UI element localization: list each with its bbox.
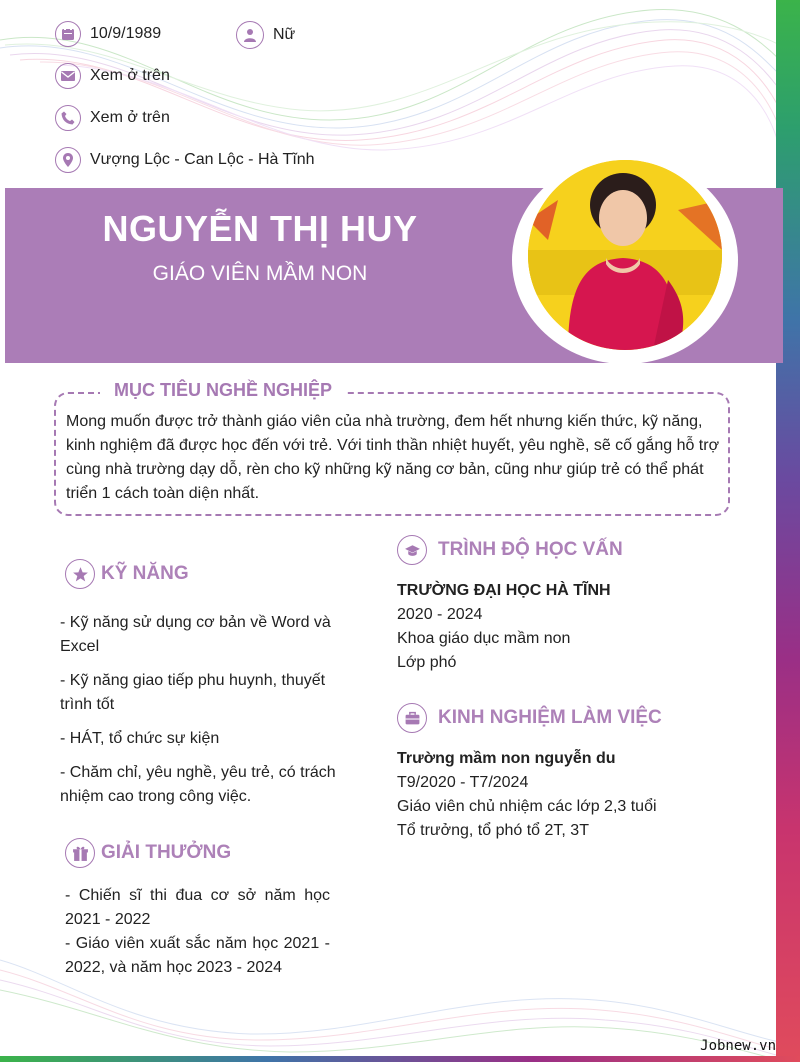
phone-value: Xem ở trên [90, 109, 170, 126]
education-note: Lớp phó [397, 654, 457, 671]
gift-icon [65, 838, 95, 868]
experience-title: KINH NGHIỆM LÀM VIỆC [438, 707, 662, 728]
birthday-value: 10/9/1989 [90, 25, 162, 42]
avatar-photo [528, 160, 722, 350]
objective-title: MỤC TIÊU NGHỀ NGHIỆP [100, 380, 346, 401]
location-pin-icon [55, 147, 81, 173]
candidate-name: NGUYỄN THỊ HUY [102, 208, 418, 249]
education-title: TRÌNH ĐỘ HỌC VẤN [438, 539, 623, 560]
gender-row [236, 21, 295, 49]
experience-block [397, 747, 767, 843]
experience-period: T9/2020 - T7/2024 [397, 774, 529, 791]
envelope-icon [55, 63, 81, 89]
skill-item: - Kỹ năng giao tiếp phu huynh, thuyết trình tốt [60, 672, 326, 713]
experience-heading [397, 703, 662, 733]
award-item: - Chiến sĩ thi đua cơ sở năm học 2021 - 2022 [65, 887, 330, 928]
skill-item: - Kỹ năng sử dụng cơ bản về Word và Excel [60, 614, 331, 655]
address-value: Vượng Lộc - Can Lộc - Hà Tĩnh [90, 151, 315, 168]
skill-item: - HÁT, tổ chức sự kiện [60, 730, 220, 747]
awards-title: GIẢI THƯỞNG [101, 842, 232, 863]
phone-icon [55, 105, 81, 131]
person-icon [236, 21, 264, 49]
side-gradient-bar [776, 0, 800, 1062]
email-row [55, 63, 170, 89]
award-item: - Giáo viên xuất sắc năm học 2021 - 2022, và năm học 2023 - 2024 [65, 935, 330, 976]
skill-item: - Chăm chỉ, yêu nghề, yêu trẻ, có trách nhiệm cao trong công việc. [60, 764, 336, 805]
gender-value: Nữ [273, 26, 296, 43]
education-heading [397, 535, 623, 565]
skills-list [60, 611, 350, 819]
email-value: Xem ở trên [90, 67, 170, 84]
education-school: TRƯỜNG ĐẠI HỌC HÀ TĨNH [397, 582, 611, 599]
objective-text: Mong muốn được trở thành giáo viên của nhà trường, đem hết nhưng kiến thức, kỹ năng, kinh nghiệm đã được học đến với trẻ. Với tinh thần nhiệt huyết, yêu nghề, sẽ cố gắng hỗ trợ cùng nhà trường dạy dỗ, rèn cho kỹ những kỹ năng cơ bản, cũng như giúp trẻ có thể phát triển 1 cách toàn diện nhất. [66, 413, 720, 502]
bottom-gradient-bar [0, 1056, 800, 1062]
calendar-icon [55, 21, 81, 47]
education-period: 2020 - 2024 [397, 606, 483, 623]
birthday-row [55, 21, 161, 47]
briefcase-icon [397, 703, 427, 733]
awards-list [65, 884, 330, 980]
experience-duty: Giáo viên chủ nhiệm các lớp 2,3 tuổi [397, 798, 657, 815]
awards-heading [65, 838, 231, 868]
experience-company: Trường mầm non nguyễn du [397, 750, 616, 767]
skills-title: KỸ NĂNG [101, 563, 189, 584]
education-major: Khoa giáo dục mầm non [397, 630, 571, 647]
experience-duty: Tổ trưởng, tổ phó tổ 2T, 3T [397, 822, 589, 839]
watermark: Jobnew.vn [700, 1038, 776, 1054]
star-icon [65, 559, 95, 589]
phone-row [55, 105, 170, 131]
education-block [397, 579, 767, 675]
graduation-cap-icon [397, 535, 427, 565]
candidate-position: GIÁO VIÊN MẦM NON [152, 262, 368, 285]
skills-heading [65, 559, 189, 589]
address-row [55, 147, 315, 173]
